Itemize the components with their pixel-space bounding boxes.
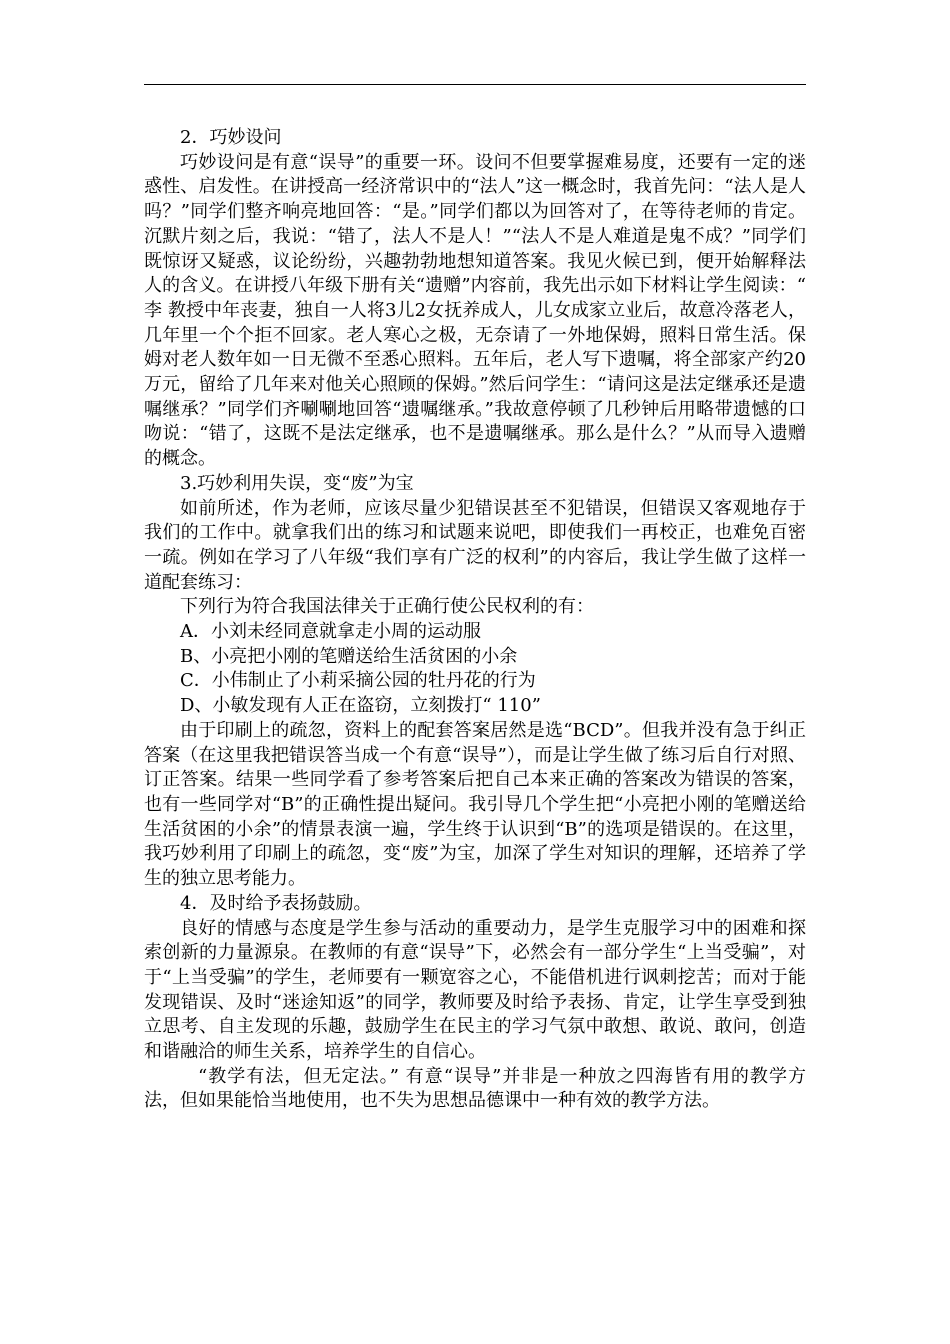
exercise-option-d: D、小敏发现有人正在盗窃，立刻拨打“ 110”	[180, 695, 541, 717]
paragraph-conclusion: “教学有法，但无定法。” 有意“误导”并非是一种放之四海皆有用的教学方法，但如果能恰当地使用，也不失为思想品德课中一种有效的教学方法。	[144, 1065, 806, 1112]
exercise-question: 下列行为符合我国法律关于正确行使公民权利的有：	[180, 596, 594, 618]
document-body	[144, 126, 806, 1114]
exercise-option-a: A．小刘未经同意就拿走小周的运动服	[180, 621, 481, 643]
exercise-option-b: B、小亮把小刚的笔赠送给生活贫困的小余	[180, 645, 518, 667]
paragraph-mistakes-intro: 如前所述，作为老师，应该尽量少犯错误甚至不犯错误，但错误又客观地存于我们的工作中。就拿我们出的练习和试题来说吧，即使我们一再校正，也难免百密一疏。例如在学习了八年级“我们享有广泛的权利”的内容后，我让学生做了这样一道配套练习：	[144, 497, 806, 593]
paragraph-clever-questions: 巧妙设问是有意“误导”的重要一环。设问不但要掌握难易度，还要有一定的迷惑性、启发性。在讲授高一经济常识中的“法人”这一概念时，我首先问：“法人是人吗？”同学们整齐响亮地回答：“是。”同学们都以为回答对了，在等待老师的肯定。沉默片刻之后，我说：“错了，法人不是人！”“法人不是人难道是鬼不成？”同学们既惊讶又疑惑，议论纷纷，兴趣勃勃地想知道答案。我见火候已到，便开始解释法人的含义。在讲授八年级下册有关“遗赠”内容前，我先出示如下材料让学生阅读：“ 李 教授中年丧妻，独自一人将3儿2女抚养成人，儿女成家立业后，故意冷落老人，几年里一个个拒不回家。老人寒心之极，无奈请了一外地保姆，照料日常生活。保姆对老人数年如一日无微不至悉心照料。五年后，老人写下遗嘱，将全部家产约20万元，留给了几年来对他关心照顾的保姆。”然后问学生：“请问这是法定继承还是遗嘱继承？”同学们齐唰唰地回答“遗嘱继承。”我故意停顿了几秒钟后用略带遗憾的口吻说：“错了，这既不是法定继承，也不是遗嘱继承。那么是什么？”从而导入遗赠的概念。	[144, 151, 806, 470]
paragraph-printing-error: 由于印刷上的疏忽，资料上的配套答案居然是选“BCD”。但我并没有急于纠正答案（在这里我把错误答当成一个有意“误导”），而是让学生做了练习后自行对照、订正答案。结果一些同学看了参考答案后把自己本来正确的答案改为错误的答案，也有一些同学对“B”的正确性提出疑问。我引导几个学生把“小亮把小刚的笔赠送给生活贫困的小余”的情景表演一遍，学生终于认识到“B”的选项是错误的。在这里，我巧妙利用了印刷上的疏忽，变“废”为宝，加深了学生对知识的理解，还培养了学生的独立思考能力。	[144, 719, 806, 890]
paragraph-praise: 良好的情感与态度是学生参与活动的重要动力，是学生克服学习中的困难和探索创新的力量源泉。在教师的有意“误导”下，必然会有一部分学生“上当受骗”，对于“上当受骗”的学生，老师要有一颗宽容之心，不能借机进行讽刺挖苦；而对于能发现错误、及时“迷途知返”的同学，教师要及时给予表扬、肯定，让学生享受到独立思考、自主发现的乐趣，鼓励学生在民主的学习气氛中敢想、敢说、敢问，创造和谐融洽的师生关系，培养学生的自信心。	[144, 917, 806, 1063]
exercise-option-c: C．小伟制止了小莉采摘公园的牡丹花的行为	[180, 670, 536, 692]
heading-3-use-mistakes: 3.巧妙利用失误，变“废”为宝	[180, 472, 414, 494]
heading-4-praise: 4．及时给予表扬鼓励。	[180, 892, 372, 914]
header-rule	[144, 84, 806, 85]
heading-2-clever-questions: 2．巧妙设问	[180, 127, 282, 148]
